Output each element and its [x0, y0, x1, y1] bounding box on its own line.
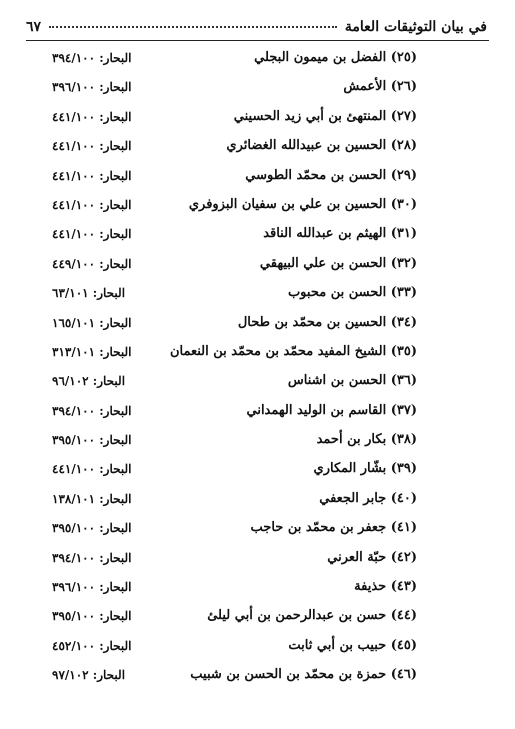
source-reference: البحار: ٤٤٩/١٠٠	[52, 256, 132, 271]
narrator-name: (٢٥) الفضل بن ميمون البجلي	[254, 50, 417, 65]
list-item	[0, 428, 515, 457]
source-reference: البحار: ١٣٨/١٠١	[52, 491, 132, 506]
source-reference: البحار: ٩٦/١٠٢	[52, 374, 126, 389]
narrator-name: (٤٢) حبّة العرني	[327, 549, 417, 565]
narrator-name: (٤٦) حمزة بن محمّد بن الحسن بن شبيب	[190, 667, 417, 683]
list-item	[0, 546, 515, 575]
source-reference: البحار: ٤٤١/١٠٠	[52, 139, 132, 154]
source-reference: البحار: ٩٧/١٠٢	[52, 668, 126, 683]
source-reference: البحار: ٤٤١/١٠٠	[52, 168, 132, 183]
list-item	[0, 604, 515, 633]
list-item	[0, 516, 515, 545]
list-item	[0, 575, 515, 604]
narrator-name: (٢٦) الأعمش	[343, 79, 417, 95]
source-reference: البحار: ٣٩٤/١٠٠	[52, 550, 132, 565]
source-reference: البحار: ٤٤١/١٠٠	[52, 197, 132, 212]
narrator-name: (٤٤) حسن بن عبدالرحمن بن أبي ليلئ	[207, 608, 417, 624]
narrator-name: (٣٤) الحسين بن محمّد بن طحال	[237, 314, 417, 330]
list-item	[0, 105, 515, 134]
source-reference: البحار: ٣٩٤/١٠٠	[52, 51, 132, 65]
narrator-name: (٢٧) المنتهئ بن أبي زيد الحسيني	[233, 108, 417, 124]
running-header	[26, 14, 487, 40]
narrator-name: (٣٠) الحسين بن علي بن سفيان البزوفري	[188, 196, 417, 212]
source-reference: البحار: ٣٩٦/١٠٠	[52, 80, 132, 95]
narrator-name: (٣٦) الحسن بن اشناس	[287, 373, 417, 389]
narrator-name: (٣٥) الشيخ المفيد محمّد بن محمّد بن النعمان	[169, 343, 417, 359]
list-item	[0, 193, 515, 222]
narrator-name: (٣٩) بشّار المكاري	[313, 461, 417, 477]
source-reference: البحار: ٤٤١/١٠٠	[52, 462, 132, 477]
list-item	[0, 634, 515, 663]
source-reference: البحار: ٤٤١/١٠٠	[52, 227, 132, 242]
page-number: ٦٧	[26, 19, 42, 35]
narrator-name: (٤١) جعفر بن محمّد بن حاجب	[250, 520, 417, 536]
narrator-name: (٣١) الهيثم بن عبدالله الناقد	[263, 226, 417, 242]
header-title: في بيان التوثيقات العامة	[344, 19, 487, 35]
entry-list	[0, 46, 515, 693]
source-reference: البحار: ٤٥٢/١٠٠	[52, 638, 132, 653]
list-item	[0, 75, 515, 104]
narrator-name: (٢٨) الحسين بن عبيدالله الغضائري	[226, 138, 417, 154]
narrator-name: (٣٢) الحسن بن علي البيهقي	[259, 255, 417, 271]
narrator-name: (٣٧) القاسم بن الوليد الهمداني	[246, 402, 417, 418]
list-item	[0, 663, 515, 692]
source-reference: البحار: ٣٩٥/١٠٠	[52, 609, 132, 624]
source-reference: البحار: ٣٩٤/١٠٠	[52, 403, 132, 418]
source-reference: البحار: ٣٩٦/١٠٠	[52, 580, 132, 595]
source-reference: البحار: ٣٩٥/١٠٠	[52, 433, 132, 448]
narrator-name: (٤٠) جابر الجعفي	[319, 490, 417, 506]
narrator-name: (٢٩) الحسن بن محمّد الطوسي	[245, 167, 417, 183]
narrator-name: (٤٥) حبيب بن أبي ثابت	[288, 637, 417, 653]
list-item	[0, 134, 515, 163]
source-reference: البحار: ٣١٣/١٠١	[52, 344, 132, 359]
list-item	[0, 281, 515, 310]
list-item	[0, 252, 515, 281]
list-item	[0, 222, 515, 251]
source-reference: البحار: ٣٩٥/١٠٠	[52, 521, 132, 536]
list-item	[0, 311, 515, 340]
source-reference: البحار: ١٦٥/١٠١	[52, 315, 132, 330]
source-reference: البحار: ٦٣/١٠١	[52, 286, 126, 301]
list-item	[0, 340, 515, 369]
list-item	[0, 457, 515, 486]
narrator-name: (٤٣) حذيفة	[354, 579, 417, 595]
narrator-name: (٣٣) الحسن بن محبوب	[287, 285, 417, 301]
list-item	[0, 46, 515, 75]
source-reference: البحار: ٤٤١/١٠٠	[52, 109, 132, 124]
list-item	[0, 487, 515, 516]
list-item	[0, 164, 515, 193]
header-rule	[26, 40, 489, 41]
header-leader-dots	[49, 26, 337, 28]
list-item	[0, 399, 515, 428]
narrator-name: (٣٨) بكار بن أحمد	[316, 432, 417, 448]
list-item	[0, 369, 515, 398]
